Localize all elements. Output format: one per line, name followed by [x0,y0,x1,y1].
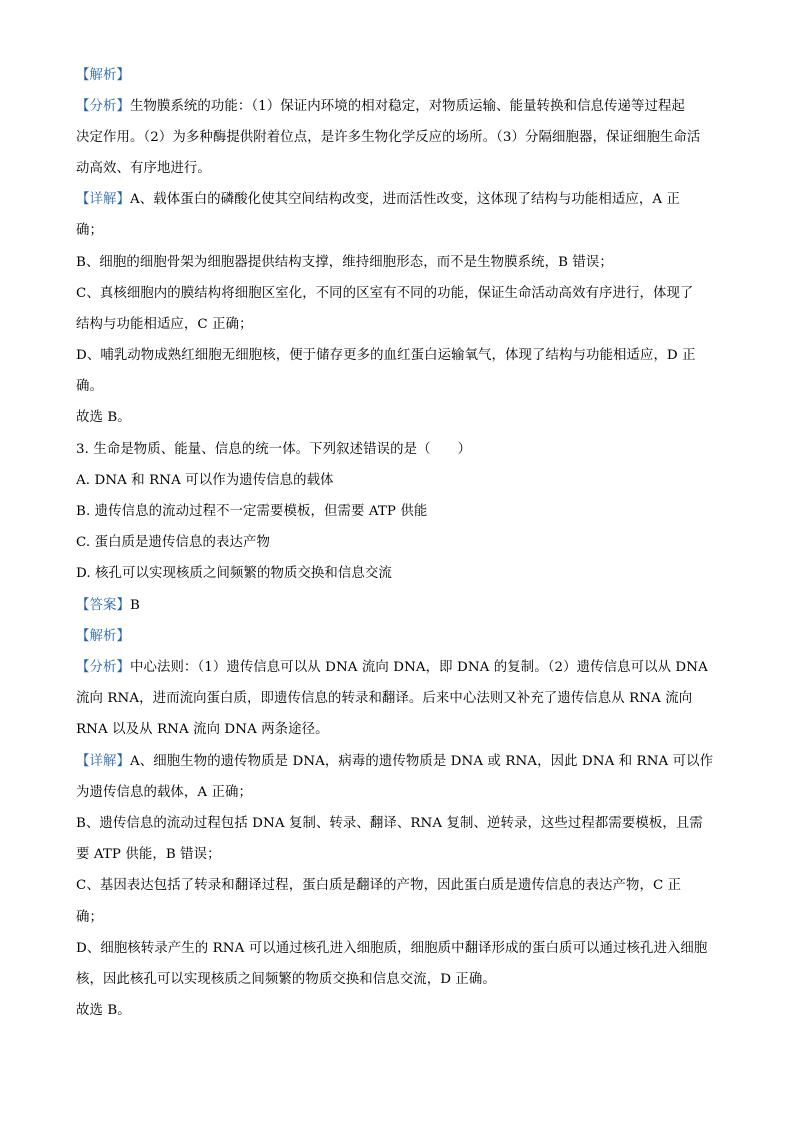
q3-detail-line-b2: 要 ATP 供能，B 错误； [76,847,221,862]
fenxi-line-1 [76,97,726,117]
answer-tag: 【答案】 [76,598,130,613]
fenxi-line-2: 决定作用。（2）为多种酶提供附着位点，是许多生物化学反应的场所。（3）分隔细胞器，保证细胞生命活 [76,130,701,145]
detail-line-c2: 结构与功能相适应，C 正确； [76,317,253,332]
option-a: A. DNA 和 RNA 可以作为遗传信息的载体 [76,473,334,488]
detail-line-a2: 确； [76,223,103,238]
detail-text: A、细胞生物的遗传物质是 DNA，病毒的遗传物质是 DNA 或 RNA，因此 DNA 和 RNA 可以作 [129,754,714,769]
option-b: B. 遗传信息的流动过程不一定需要模板，但需要 ATP 供能 [76,504,428,519]
q3-fenxi-line-2: 流向 RNA，进而流向蛋白质，即遗传信息的转录和翻译。后来中心法则又补充了遗传信息从 RNA 流向 [76,691,693,706]
q3-fenxi-line-1 [76,658,726,678]
detail-line-a1 [76,190,726,210]
detail-text: A、载体蛋白的磷酸化使其空间结构改变，进而活性改变，这体现了结构与功能相适应，A 正 [129,192,680,207]
analysis-heading-1 [76,66,726,86]
fenxi-tag: 【分析】 [76,99,130,114]
answer-line [76,596,726,616]
detail-line-d1: D、哺乳动物成熟红细胞无细胞核，便于储存更多的血红蛋白运输氧气，体现了结构与功能相适应，D 正 [76,348,696,363]
fenxi-text: 生物膜系统的功能：（1）保证内环境的相对稳定，对物质运输、能量转换和信息传递等过程起 [129,99,686,114]
q3-detail-line-d1: D、细胞核转录产生的 RNA 可以通过核孔进入细胞质，细胞质中翻译形成的蛋白质可以通过核孔进入细胞 [76,941,708,956]
conclusion-2: 故选 B。 [76,1003,131,1018]
analysis-heading-2 [76,627,726,647]
analysis-tag: 【解析】 [76,629,130,644]
detail-line-b: B、细胞的细胞骨架为细胞器提供结构支撑，维持细胞形态，而不是生物膜系统，B 错误； [76,255,613,270]
detail-line-c1: C、真核细胞内的膜结构将细胞区室化，不同的区室有不同的功能，保证生命活动高效有序进行，体现了 [76,286,694,301]
option-c: C. 蛋白质是遗传信息的表达产物 [76,535,270,550]
q3-detail-line-c2: 确； [76,910,103,925]
detail-line-d2: 确。 [76,379,103,394]
q3-detail-line-b1: B、遗传信息的流动过程包括 DNA 复制、转录、翻译、RNA 复制、逆转录，这些过程都需要模板，且需 [76,816,703,831]
fenxi-tag: 【分析】 [76,660,130,675]
fenxi-line-3: 动高效、有序地进行。 [76,161,211,176]
q3-detail-line-a2: 为遗传信息的载体，A 正确； [76,785,253,800]
fenxi-text: 中心法则：（1）遗传信息可以从 DNA 流向 DNA，即 DNA 的复制。（2）遗传信息可以从 DNA [129,660,708,675]
q3-fenxi-line-3: RNA 以及从 RNA 流向 DNA 两条途径。 [76,722,329,737]
detail-tag: 【详解】 [76,754,130,769]
q3-detail-line-a1 [76,752,726,772]
q3-detail-line-d2: 核，因此核孔可以实现核质之间频繁的物质交换和信息交流，D 正确。 [76,972,496,987]
detail-tag: 【详解】 [76,192,130,207]
answer-value: B [129,598,140,613]
conclusion-1: 故选 B。 [76,410,131,425]
question-3-stem: 3. 生命是物质、能量、信息的统一体。下列叙述错误的是（ ） [76,442,472,457]
q3-detail-line-c1: C、基因表达包括了转录和翻译过程，蛋白质是翻译的产物，因此蛋白质是遗传信息的表达产物，C 正 [76,878,682,893]
option-d: D. 核孔可以实现核质之间频繁的物质交换和信息交流 [76,566,392,581]
analysis-tag: 【解析】 [76,68,130,83]
